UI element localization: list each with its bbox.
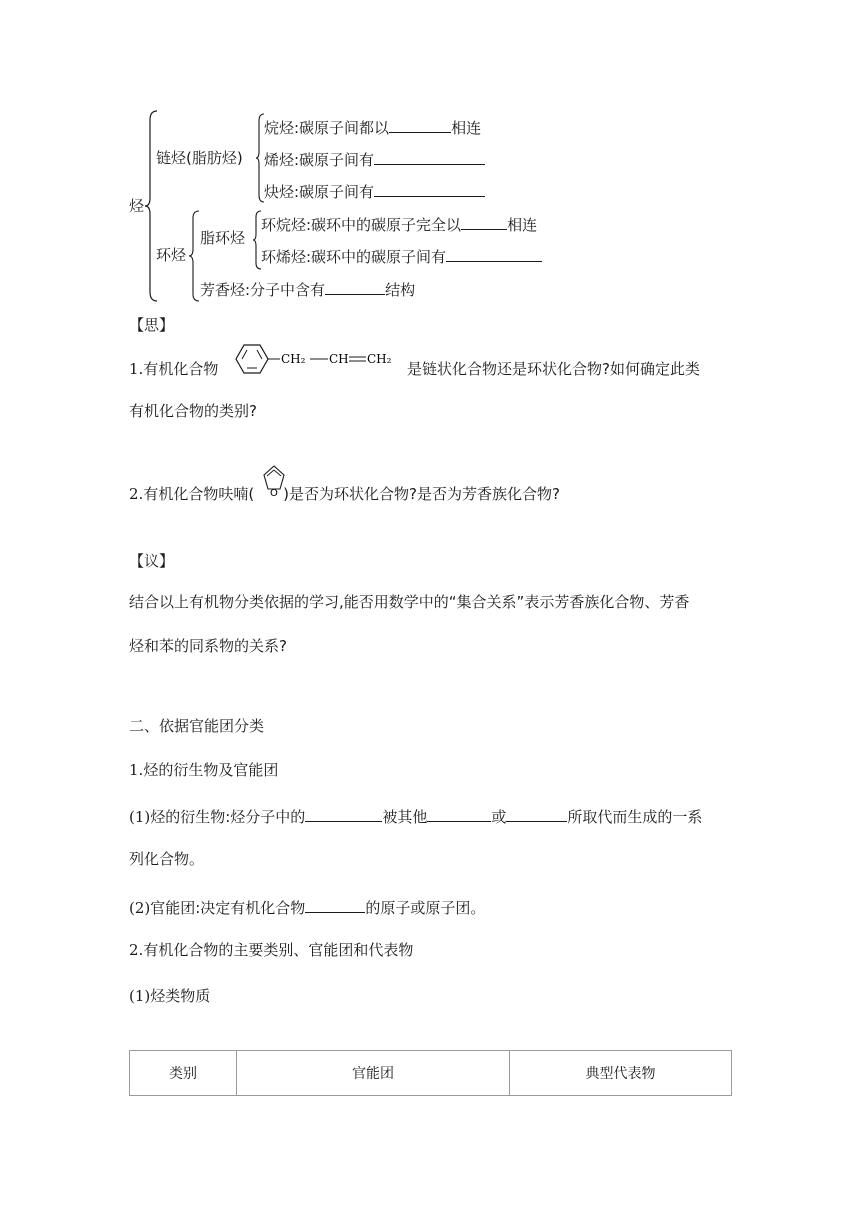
question-1-line-2: 有机化合物的类别?	[129, 402, 257, 420]
cycloalkane-suffix: 相连	[507, 216, 538, 234]
ring-brace	[188, 210, 200, 302]
derivative-blank-3[interactable]	[506, 805, 567, 822]
subsection-1-text: 烃的衍生物及官能团	[143, 761, 279, 779]
header-functional-group: 官能团	[237, 1051, 510, 1096]
header-representative: 典型代表物	[510, 1051, 732, 1096]
think-heading: 【思】	[129, 316, 175, 334]
derivative-number: (1)	[129, 808, 151, 826]
functional-group-definition	[129, 896, 485, 918]
alkyne-line	[264, 180, 485, 202]
ch2-group-1: CH₂	[281, 352, 306, 366]
functional-group-number: (2)	[129, 899, 151, 917]
subsection-1-title	[129, 760, 278, 780]
subsection-2-text: 有机化合物的主要类别、官能团和代表物	[143, 941, 414, 959]
cycloalkane-line	[261, 213, 537, 235]
alkane-line	[264, 116, 481, 138]
functional-group-text-a: 官能团:决定有机化合物	[150, 899, 306, 917]
aromatic-text: 芳香烃:分子中含有	[200, 281, 326, 299]
question-2-line	[129, 484, 560, 504]
question-2-number: 2.	[129, 485, 144, 503]
derivative-definition-line-2: 列化合物。	[129, 850, 205, 868]
alkene-text: 烯烃:碳原子间有	[264, 151, 375, 169]
derivative-definition-line	[129, 805, 702, 827]
alkyne-blank[interactable]	[374, 180, 485, 197]
derivative-blank-2[interactable]	[427, 805, 491, 822]
subsection-2-title	[129, 940, 413, 960]
aromatic-line	[200, 278, 415, 300]
aromatic-blank[interactable]	[325, 278, 385, 295]
cycloalkene-blank[interactable]	[446, 245, 542, 262]
question-2-prefix: 有机化合物呋喃(	[143, 485, 255, 503]
question-1-number: 1.	[129, 360, 144, 378]
furan-ring-icon	[259, 463, 289, 499]
cycloalkene-text: 环烯烃:碳环中的碳原子间有	[261, 248, 447, 266]
functional-group-blank[interactable]	[305, 896, 365, 913]
ring-hydrocarbon-label: 环烃	[156, 246, 187, 264]
derivative-text-a: 烃的衍生物:烃分子中的	[150, 808, 306, 826]
furan-oxygen-label: O	[270, 488, 278, 499]
question-1-prefix: 有机化合物	[143, 360, 219, 378]
hydrocarbons-heading	[129, 986, 210, 1006]
allylbenzene-formula	[233, 342, 403, 376]
derivative-text-d: 所取代而生成的一系	[567, 808, 703, 826]
section-2-title: 二、依据官能团分类	[129, 717, 265, 735]
root-brace	[144, 110, 158, 302]
ch-group: CH	[329, 352, 349, 366]
alkane-text: 烷烃:碳原子间都以	[264, 119, 390, 137]
discuss-heading: 【议】	[129, 552, 175, 570]
cycloalkane-blank[interactable]	[461, 213, 507, 230]
question-1-line	[129, 359, 218, 379]
alkene-blank[interactable]	[374, 148, 485, 165]
hydrocarbons-text: 烃类物质	[150, 987, 211, 1005]
question-2-suffix: )是否为环状化合物?是否为芳香族化合物?	[283, 485, 560, 503]
root-label: 烃	[129, 197, 145, 215]
derivative-blank-1[interactable]	[305, 805, 382, 822]
hydrocarbon-table	[129, 1050, 732, 1096]
discuss-line-1: 结合以上有机物分类依据的学习,能否用数学中的“集合关系”表示芳香族化合物、芳香	[129, 593, 690, 611]
header-category: 类别	[130, 1051, 237, 1096]
alkyne-text: 炔烃:碳原子间有	[264, 183, 375, 201]
derivative-text-b: 被其他	[382, 808, 428, 826]
derivative-text-c: 或	[491, 808, 507, 826]
alicyclic-label: 脂环烃	[200, 229, 246, 247]
alkane-blank[interactable]	[389, 116, 451, 133]
subsection-1-number: 1.	[129, 761, 144, 779]
subsection-2-number: 2.	[129, 941, 144, 959]
benzene-ring-icon	[236, 345, 268, 373]
alkene-line	[264, 148, 485, 170]
aromatic-suffix: 结构	[385, 281, 416, 299]
discuss-line-2: 烃和苯的同系物的关系?	[129, 637, 287, 655]
cycloalkane-text: 环烷烃:碳环中的碳原子完全以	[261, 216, 462, 234]
chain-hydrocarbon-label: 链烃(脂肪烃)	[156, 149, 243, 167]
question-1-suffix: 是链状化合物还是环状化合物?如何确定此类	[407, 360, 700, 378]
hydrocarbons-number: (1)	[129, 987, 151, 1005]
table-header-row	[130, 1051, 732, 1096]
cycloalkene-line	[261, 245, 542, 267]
functional-group-text-b: 的原子或原子团。	[365, 899, 486, 917]
ch2-group-2: CH₂	[367, 352, 392, 366]
alkane-suffix: 相连	[451, 119, 482, 137]
